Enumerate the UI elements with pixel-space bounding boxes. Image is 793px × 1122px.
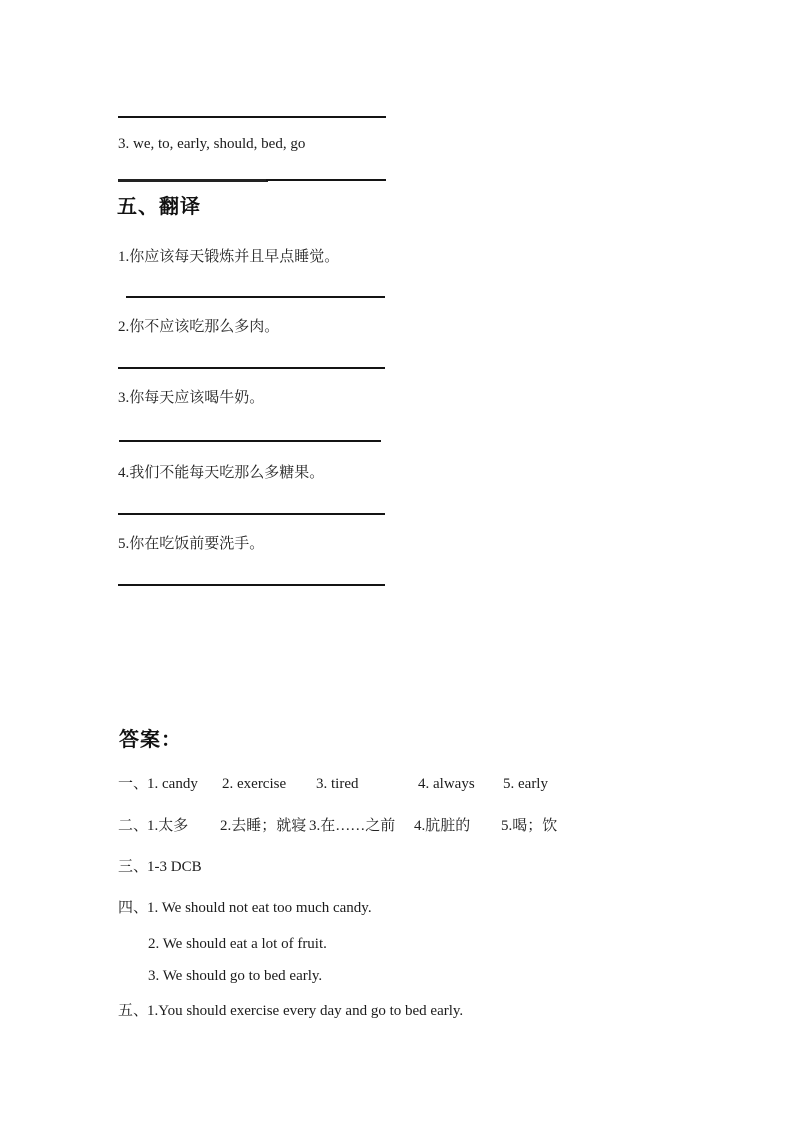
answer-blank-line xyxy=(266,179,386,181)
answer-row-1-item-5: 5. early xyxy=(503,776,548,792)
translation-item-2: 2.你不应该吃那么多肉。 xyxy=(118,319,280,335)
answer-row-2-item-2: 2.去睡；就寝 xyxy=(220,818,307,834)
scramble-item-3: 3. we, to, early, should, bed, go xyxy=(118,136,306,152)
answer-row-1-item-1: 1. candy xyxy=(147,776,198,792)
answer-row-4-item-3: 3. We should go to bed early. xyxy=(148,968,323,984)
answer-blank-line xyxy=(118,116,386,118)
answer-blank-line-4 xyxy=(118,513,385,515)
answer-blank-line-1 xyxy=(126,296,385,298)
answer-row-2-item-4: 4.肮脏的 xyxy=(414,818,471,834)
answer-row-1-label: 一、 xyxy=(118,776,149,792)
translation-item-4: 4.我们不能每天吃那么多糖果。 xyxy=(118,465,325,481)
answer-row-2-item-5: 5.喝；饮 xyxy=(501,818,558,834)
answer-row-4 xyxy=(0,898,675,918)
answer-blank-line-5 xyxy=(118,584,385,586)
answer-row-4-item-2: 2. We should eat a lot of fruit. xyxy=(148,936,327,952)
answer-row-5-text: 1.You should exercise every day and go to bed early. xyxy=(147,1003,464,1019)
answer-row-3 xyxy=(0,857,675,877)
answer-row-1 xyxy=(0,774,675,794)
answer-row-2 xyxy=(0,816,675,836)
translation-section-heading: 五、翻译 xyxy=(117,196,201,218)
translation-item-5: 5.你在吃饭前要洗手。 xyxy=(118,536,265,552)
answer-row-3-label: 三、 xyxy=(118,859,149,875)
answer-row-2-item-3: 3.在……之前 xyxy=(309,818,396,834)
translation-item-1: 1.你应该每天锻炼并且早点睡觉。 xyxy=(118,249,340,265)
answer-blank-line-3 xyxy=(119,440,381,442)
answer-row-1-item-2: 2. exercise xyxy=(222,776,287,792)
answer-row-5-label: 五、 xyxy=(118,1003,149,1019)
answer-row-5 xyxy=(0,1001,675,1021)
answer-blank-line-2 xyxy=(118,367,385,369)
answer-blank-underscore xyxy=(118,179,268,182)
answer-row-3-text: 1-3 DCB xyxy=(147,859,202,875)
answer-row-2-item-1: 1.太多 xyxy=(147,818,189,834)
answer-key-heading: 答案： xyxy=(119,729,182,751)
answer-row-1-item-4: 4. always xyxy=(418,776,475,792)
answer-row-1-item-3: 3. tired xyxy=(316,776,359,792)
answer-row-2-label: 二、 xyxy=(118,818,149,834)
answer-row-4-item-1: 1. We should not eat too much candy. xyxy=(147,900,372,916)
answer-row-4-label: 四、 xyxy=(118,900,149,916)
translation-item-3: 3.你每天应该喝牛奶。 xyxy=(118,390,265,406)
